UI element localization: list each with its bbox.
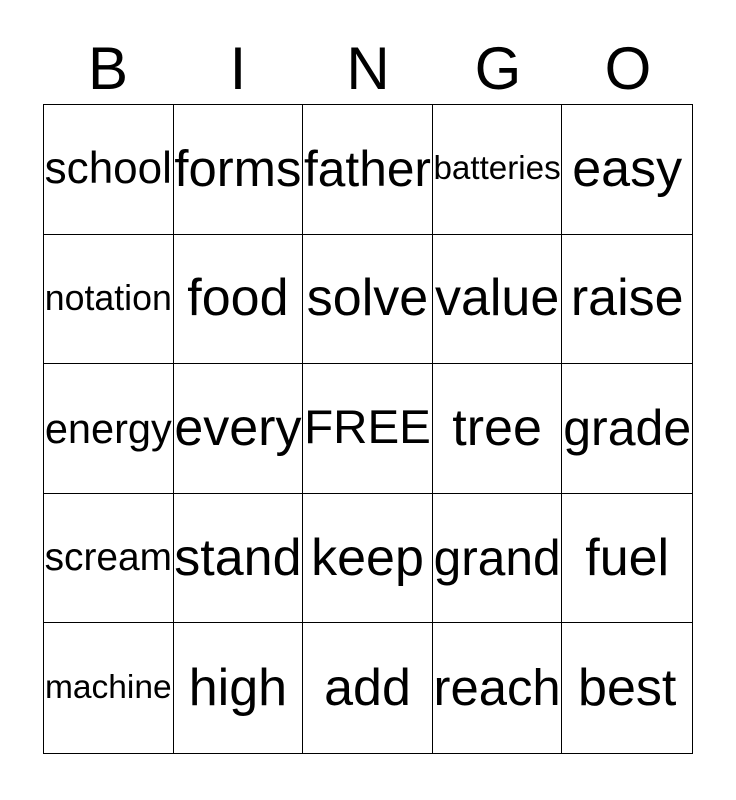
bingo-cell-word: scream	[44, 535, 172, 579]
bingo-cell[interactable]	[174, 105, 304, 235]
bingo-letter-g: G	[474, 35, 522, 102]
bingo-cell-word: keep	[311, 528, 424, 587]
bingo-cell-word: grand	[433, 529, 561, 586]
bingo-cell[interactable]	[174, 235, 304, 365]
bingo-cell[interactable]	[433, 623, 563, 753]
bingo-cell[interactable]	[433, 235, 563, 365]
bingo-cell[interactable]	[44, 494, 174, 624]
bingo-cell[interactable]	[433, 364, 563, 494]
bingo-cell[interactable]	[303, 235, 433, 365]
bingo-cell[interactable]	[562, 235, 692, 365]
bingo-cell-word: machine	[44, 668, 172, 706]
bingo-cell-word: best	[578, 658, 677, 717]
bingo-cell-word: forms	[174, 140, 302, 198]
bingo-cell[interactable]	[174, 364, 304, 494]
bingo-letter-b: B	[87, 35, 129, 102]
bingo-cell-word: batteries	[433, 150, 561, 188]
bingo-cell[interactable]	[303, 623, 433, 753]
bingo-cell-word: food	[187, 269, 289, 328]
bingo-header	[43, 36, 693, 102]
bingo-cell-word: school	[44, 144, 172, 194]
bingo-cell-word: father	[304, 140, 431, 197]
bingo-cell-word: high	[188, 658, 288, 717]
bingo-cell-word: easy	[572, 139, 683, 198]
bingo-cell[interactable]	[562, 364, 692, 494]
bingo-cell[interactable]	[433, 494, 563, 624]
bingo-letter-o: O	[604, 35, 652, 102]
bingo-free-space[interactable]	[303, 364, 433, 494]
bingo-cell[interactable]	[303, 494, 433, 624]
bingo-cell-word: raise	[570, 269, 684, 328]
bingo-cell[interactable]	[44, 235, 174, 365]
bingo-cell[interactable]	[44, 105, 174, 235]
bingo-cell[interactable]	[562, 623, 692, 753]
bingo-free-space-label: FREE	[304, 401, 431, 455]
bingo-cell-word: value	[434, 269, 560, 328]
bingo-cell-word: tree	[452, 398, 542, 457]
bingo-cell[interactable]	[174, 623, 304, 753]
bingo-cell-word: reach	[433, 659, 561, 717]
bingo-cell-word: energy	[44, 404, 172, 452]
bingo-cell-word: grade	[563, 399, 692, 456]
bingo-cell-word: every	[174, 398, 302, 457]
bingo-cell[interactable]	[433, 105, 563, 235]
bingo-cell[interactable]	[174, 494, 304, 624]
bingo-cell[interactable]	[562, 494, 692, 624]
bingo-letter-n: N	[346, 35, 390, 102]
bingo-cell-word: solve	[306, 269, 429, 328]
bingo-cell-word: add	[324, 658, 411, 717]
bingo-cell-word: stand	[174, 528, 302, 587]
bingo-cell[interactable]	[44, 364, 174, 494]
bingo-cell[interactable]	[562, 105, 692, 235]
bingo-cell-word: fuel	[585, 528, 670, 587]
bingo-cell-word: notation	[44, 278, 172, 319]
bingo-letter-i: I	[229, 35, 247, 102]
bingo-card-grid	[43, 104, 693, 754]
bingo-cell[interactable]	[303, 105, 433, 235]
bingo-cell[interactable]	[44, 623, 174, 753]
